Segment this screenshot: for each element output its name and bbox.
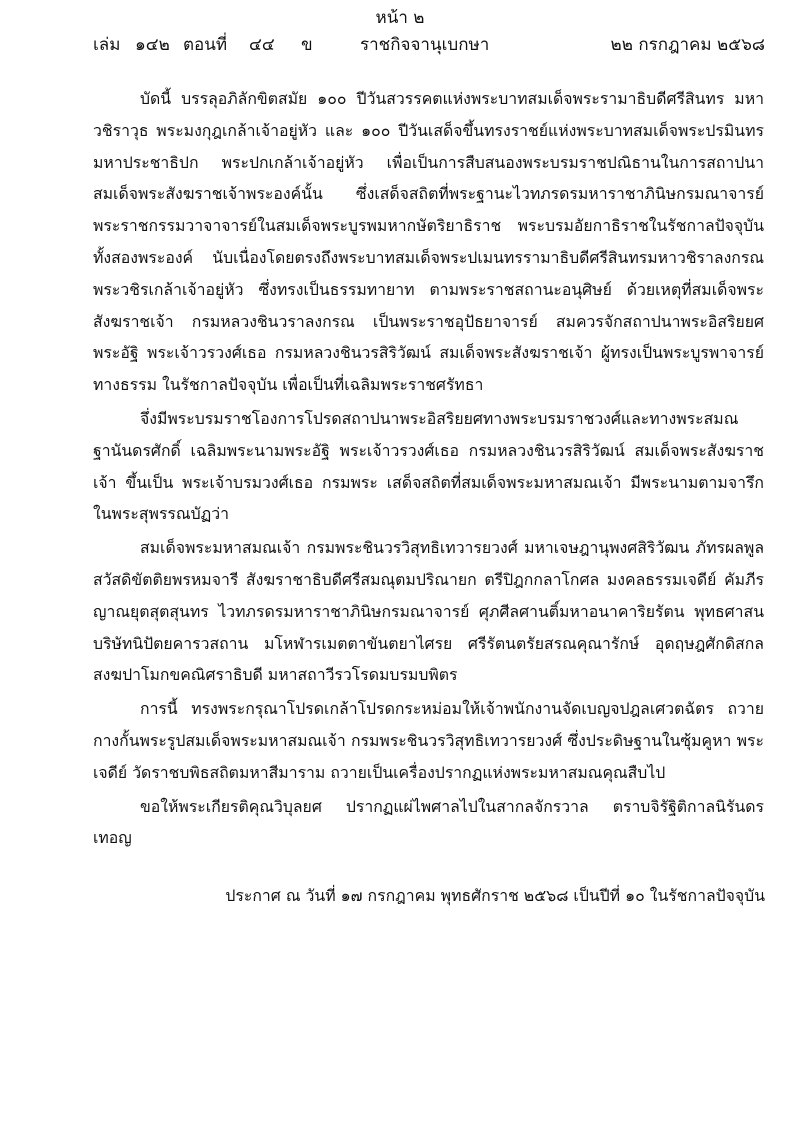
section-number: ๔๔ bbox=[249, 35, 275, 55]
volume-label: เล่ม bbox=[93, 35, 121, 55]
volume-number: ๑๔๒ bbox=[135, 35, 170, 55]
page-number: หน้า ๒ bbox=[375, 8, 425, 28]
gazette-header bbox=[0, 32, 800, 58]
paragraph-umbrella-honor: การนี้ ทรงพระกรุณาโปรดเกล้าโปรดกระหม่อมให้เจ้าพนักงานจัดเบญจปฎลเศวตฉัตร ถวายกางกั้นพระรูปสมเด็จพระมหาสมณเจ้า กรมพระชินวรวิสุทธิเทวารยวงศ์ ซึ่งประดิษฐานในซุ้มคูหา พระเจดีย์ วัดราชบพิธสถิตมหาสีมาราม ถวายเป็นเครื่องปรากฏแห่งพระมหาสมณคุณสืบไป bbox=[93, 699, 764, 782]
journal-name: ราชกิจจานุเบกษา bbox=[360, 35, 490, 55]
section-label: ตอนที่ bbox=[183, 35, 228, 55]
paragraph-royal-command: จึ่งมีพระบรมราชโองการโปรดสถาปนาพระอิสริยยศทางพระบรมราชวงศ์และทางพระสมณ ฐานันดรศักดิ์ เฉลิมพระนามพระอัฐิ พระเจ้าวรวงศ์เธอ กรมหลวงชินวรสิริวัฒน์ สมเด็จพระสังฆราชเจ้า ขึ้นเป็น พระเจ้าบรมวงศ์เธอ กรมพระ เสด็จสถิตที่สมเด็จพระมหาสมณเจ้า มีพระนามตามจารึก ในพระสุพรรณบัฏว่า bbox=[93, 408, 764, 524]
paragraph-occasion: บัดนี้ บรรลุอภิลักขิตสมัย ๑๐๐ ปีวันสวรรคตแห่งพระบาทสมเด็จพระรามาธิบดีศรีสินทร มหาวชิราวุธ พระมงกุฎเกล้าเจ้าอยู่หัว และ ๑๐๐ ปีวันเสด็จขึ้นทรงราชย์แห่งพระบาทสมเด็จพระปรมินทร มหาประชาธิปก พระปกเกล้าเจ้าอยู่หัว เพื่อเป็นการสืบสนองพระบรมราชปณิธานในการสถาปนา สมเด็จพระสังฆราชเจ้าพระองค์นั้น ซึ่งเสด็จสถิตที่พระฐานะไวทภรดรมหาราชาภินิษกรมณาจารย์ พระราชกรรมวาจาจารย์ในสมเด็จพระบูรพมหากษัตริยาธิราช พระบรมอัยกาธิราชในรัชกาลปัจจุบัน ทั้งสองพระองค์ นับเนื่องโดยตรงถึงพระบาทสมเด็จพระปเมนทรรามาธิบดีศรีสินทรมหาวชิราลงกรณ พระวชิรเกล้าเจ้าอยู่หัว ซึ่งทรงเป็นธรรมทายาท ตามพระราชสถานะอนุศิษย์ ด้วยเหตุที่สมเด็จพระสังฆราชเจ้า กรมหลวงชินวราลงกรณ เป็นพระราชอุปัธยาจารย์ สมควรจักสถาปนาพระอิสริยยศพระอัฐิ พระเจ้าวรวงศ์เธอ กรมหลวงชินวรสิริวัฒน์ สมเด็จพระสังฆราชเจ้า ผู้ทรงเป็นพระบูรพาจารย์ทางธรรม ในรัชกาลปัจจุบัน เพื่อเป็นที่เฉลิมพระราชศรัทธา bbox=[93, 89, 764, 395]
paragraph-title-inscription: สมเด็จพระมหาสมณเจ้า กรมพระชินวรวิสุทธิเทวารยวงศ์ มหาเจษฎานุพงศสิริวัฒน ภัทรผลพูลสวัสดิขัตติยพรหมจารี สังฆราชาธิบดีศรีสมณุตมปริณายก ตรีปิฎกกลาโกศล มงคลธรรมเจดีย์ คัมภีรญาณยุตสุตสุนทร ไวทภรดรมหาราชาภินิษกรมณาจารย์ ศุภศีลศานติ์มหาอนาคาริยรัตน พุทธศาสนบริษัทนิปัตยคารวสถาน มโหฬารเมตตาขันตยาไศรย ศรีรัตนตรัยสรณคุณารักษ์ อุดฤษฎศักดิสกล สงฆปาโมกขคณิศราธิบดี มหาสถาวีรวโรดมบรมบพิตร bbox=[93, 538, 764, 685]
announcement-body bbox=[93, 83, 764, 856]
part-letter: ข bbox=[301, 35, 313, 55]
paragraph-blessing: ขอให้พระเกียรติคุณวิบุลยศ ปรากฏแผ่ไพศาลไปในสากลจักรวาล ตราบจิรัฐิติกาลนิรันดร เทอญ bbox=[93, 796, 764, 848]
issue-date: ๒๒ กรกฎาคม ๒๕๖๘ bbox=[610, 35, 765, 55]
proclamation-date-line: ประกาศ ณ วันที่ ๑๗ กรกฎาคม พุทธศักราช ๒๕๖๘ เป็นปีที่ ๑๐ ในรัชกาลปัจจุบัน bbox=[225, 886, 765, 905]
